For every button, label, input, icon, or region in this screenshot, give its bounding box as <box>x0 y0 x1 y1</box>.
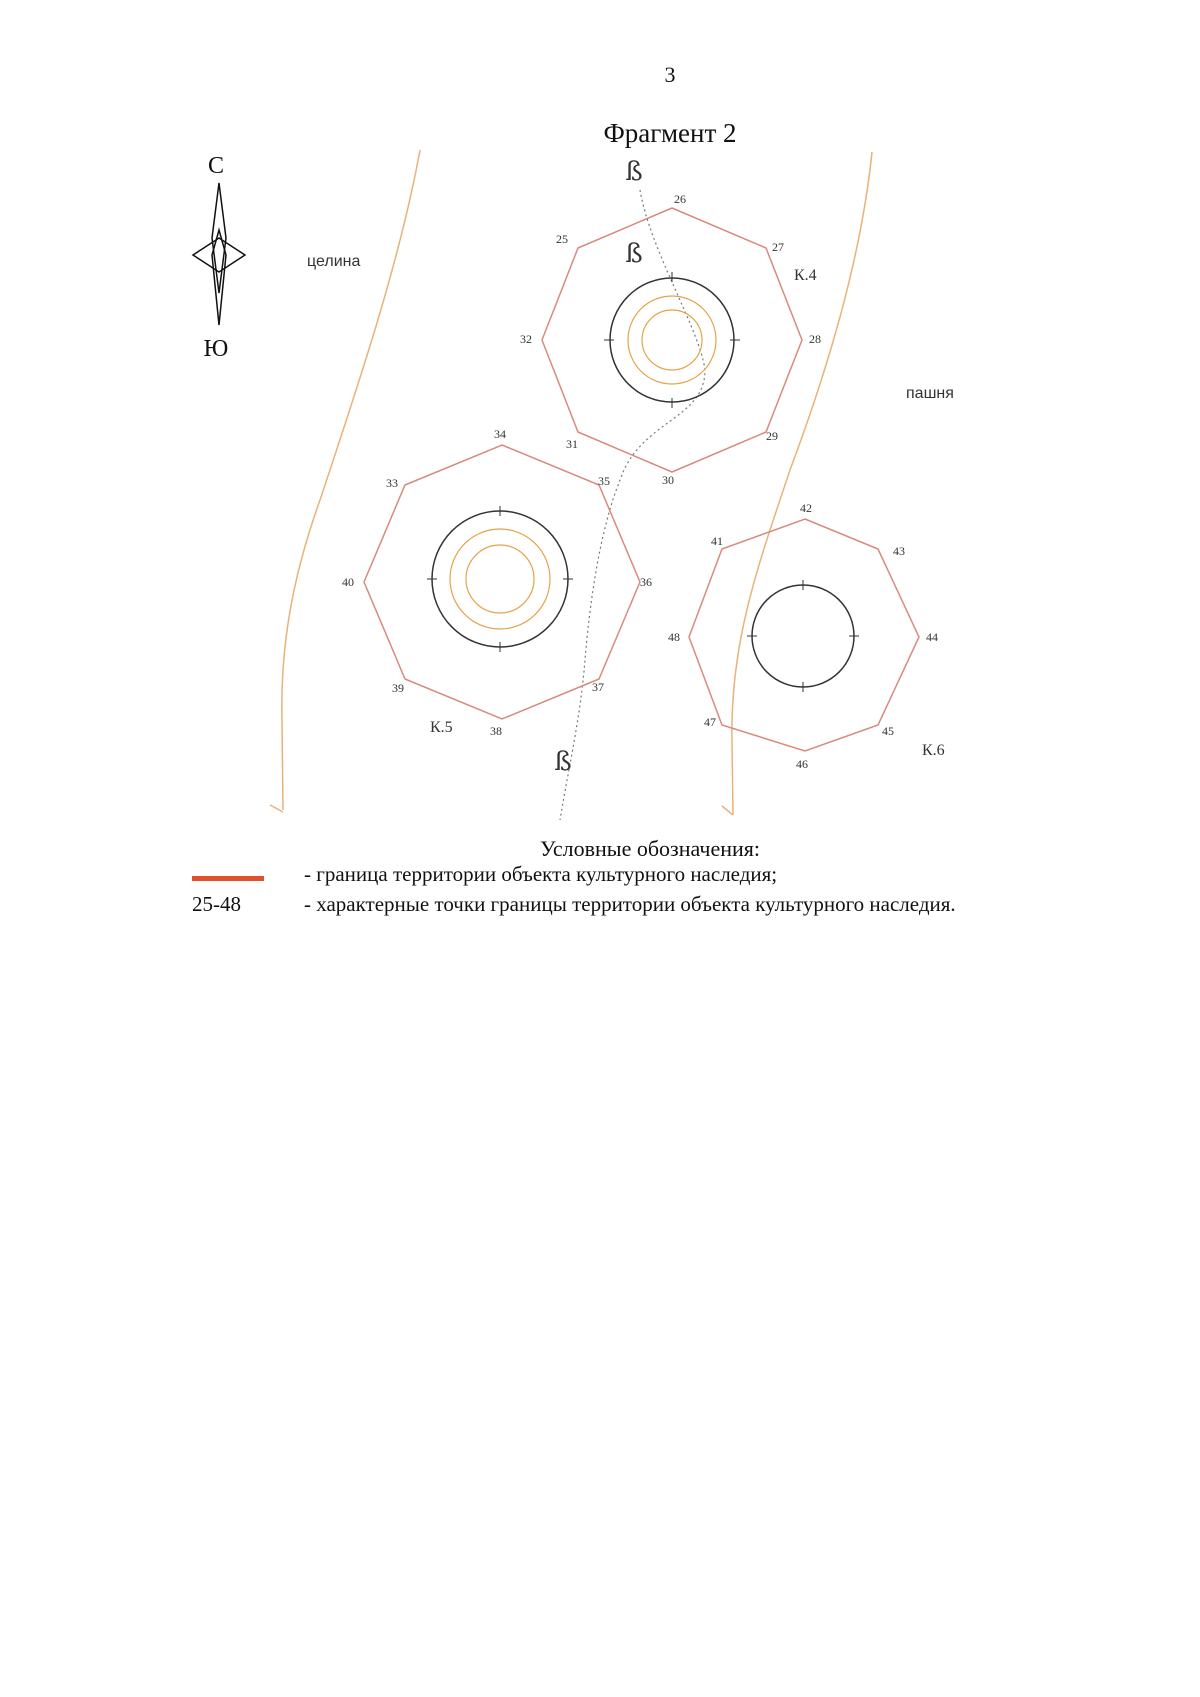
road-symbol: ß <box>625 157 643 187</box>
mound-circle <box>432 511 568 647</box>
point-32: 32 <box>520 332 532 346</box>
point-39: 39 <box>392 681 404 695</box>
point-38: 38 <box>490 724 502 738</box>
legend-text: - граница территории объекта культурного наследия; <box>304 862 778 886</box>
point-40: 40 <box>342 575 354 589</box>
legend-key: 25-48 <box>192 892 241 916</box>
point-36: 36 <box>640 575 652 589</box>
point-44: 44 <box>926 630 938 644</box>
legend-text: - характерные точки границы территории объекта культурного наследия. <box>304 892 956 916</box>
mound-ring <box>450 529 550 629</box>
point-26: 26 <box>674 192 686 206</box>
point-29: 29 <box>766 429 778 443</box>
mound-ring <box>642 310 702 370</box>
compass-north: С <box>207 153 225 179</box>
page-number: 3 <box>664 62 676 87</box>
point-35: 35 <box>598 474 610 488</box>
kurgan-4 <box>520 192 821 487</box>
mound-ring <box>466 545 534 613</box>
kurgan-label-k5: К.5 <box>430 719 453 736</box>
boundary-line-swatch <box>192 876 264 881</box>
kurgan-label-k6: К.6 <box>922 742 945 759</box>
mound-ring <box>628 296 716 384</box>
land-label-arable: пашня <box>906 385 954 402</box>
compass-rose-icon <box>193 183 245 325</box>
boundary-polygon-k6 <box>689 519 919 751</box>
legend-item-boundary <box>192 862 777 887</box>
kurgan-label-k4: К.4 <box>794 267 817 284</box>
point-37: 37 <box>592 680 604 694</box>
point-30: 30 <box>662 473 674 487</box>
point-25: 25 <box>556 232 568 246</box>
point-41: 41 <box>711 534 723 548</box>
point-42: 42 <box>800 501 812 515</box>
point-33: 33 <box>386 476 398 490</box>
road-symbol: ß <box>625 239 643 269</box>
land-label-virgin: целина <box>307 253 361 270</box>
legend-item-points <box>192 892 956 917</box>
kurgan-6 <box>668 501 945 771</box>
legend-title: Условные обозначения: <box>539 836 761 861</box>
boundary-polygon-k4 <box>542 208 802 472</box>
dirt-road <box>560 190 705 820</box>
point-43: 43 <box>893 544 905 558</box>
kurgan-5 <box>342 427 652 738</box>
point-28: 28 <box>809 332 821 346</box>
point-45: 45 <box>882 724 894 738</box>
point-46: 46 <box>796 757 808 771</box>
field-edge-right <box>722 152 872 815</box>
point-27: 27 <box>772 240 784 254</box>
point-48: 48 <box>668 630 680 644</box>
point-47: 47 <box>704 715 716 729</box>
point-34: 34 <box>494 427 506 441</box>
compass-south: Ю <box>203 336 229 362</box>
road-symbol: ß <box>554 747 572 777</box>
mound-circle <box>752 585 854 687</box>
point-31: 31 <box>566 437 578 451</box>
fragment-title: Фрагмент 2 <box>603 118 737 148</box>
